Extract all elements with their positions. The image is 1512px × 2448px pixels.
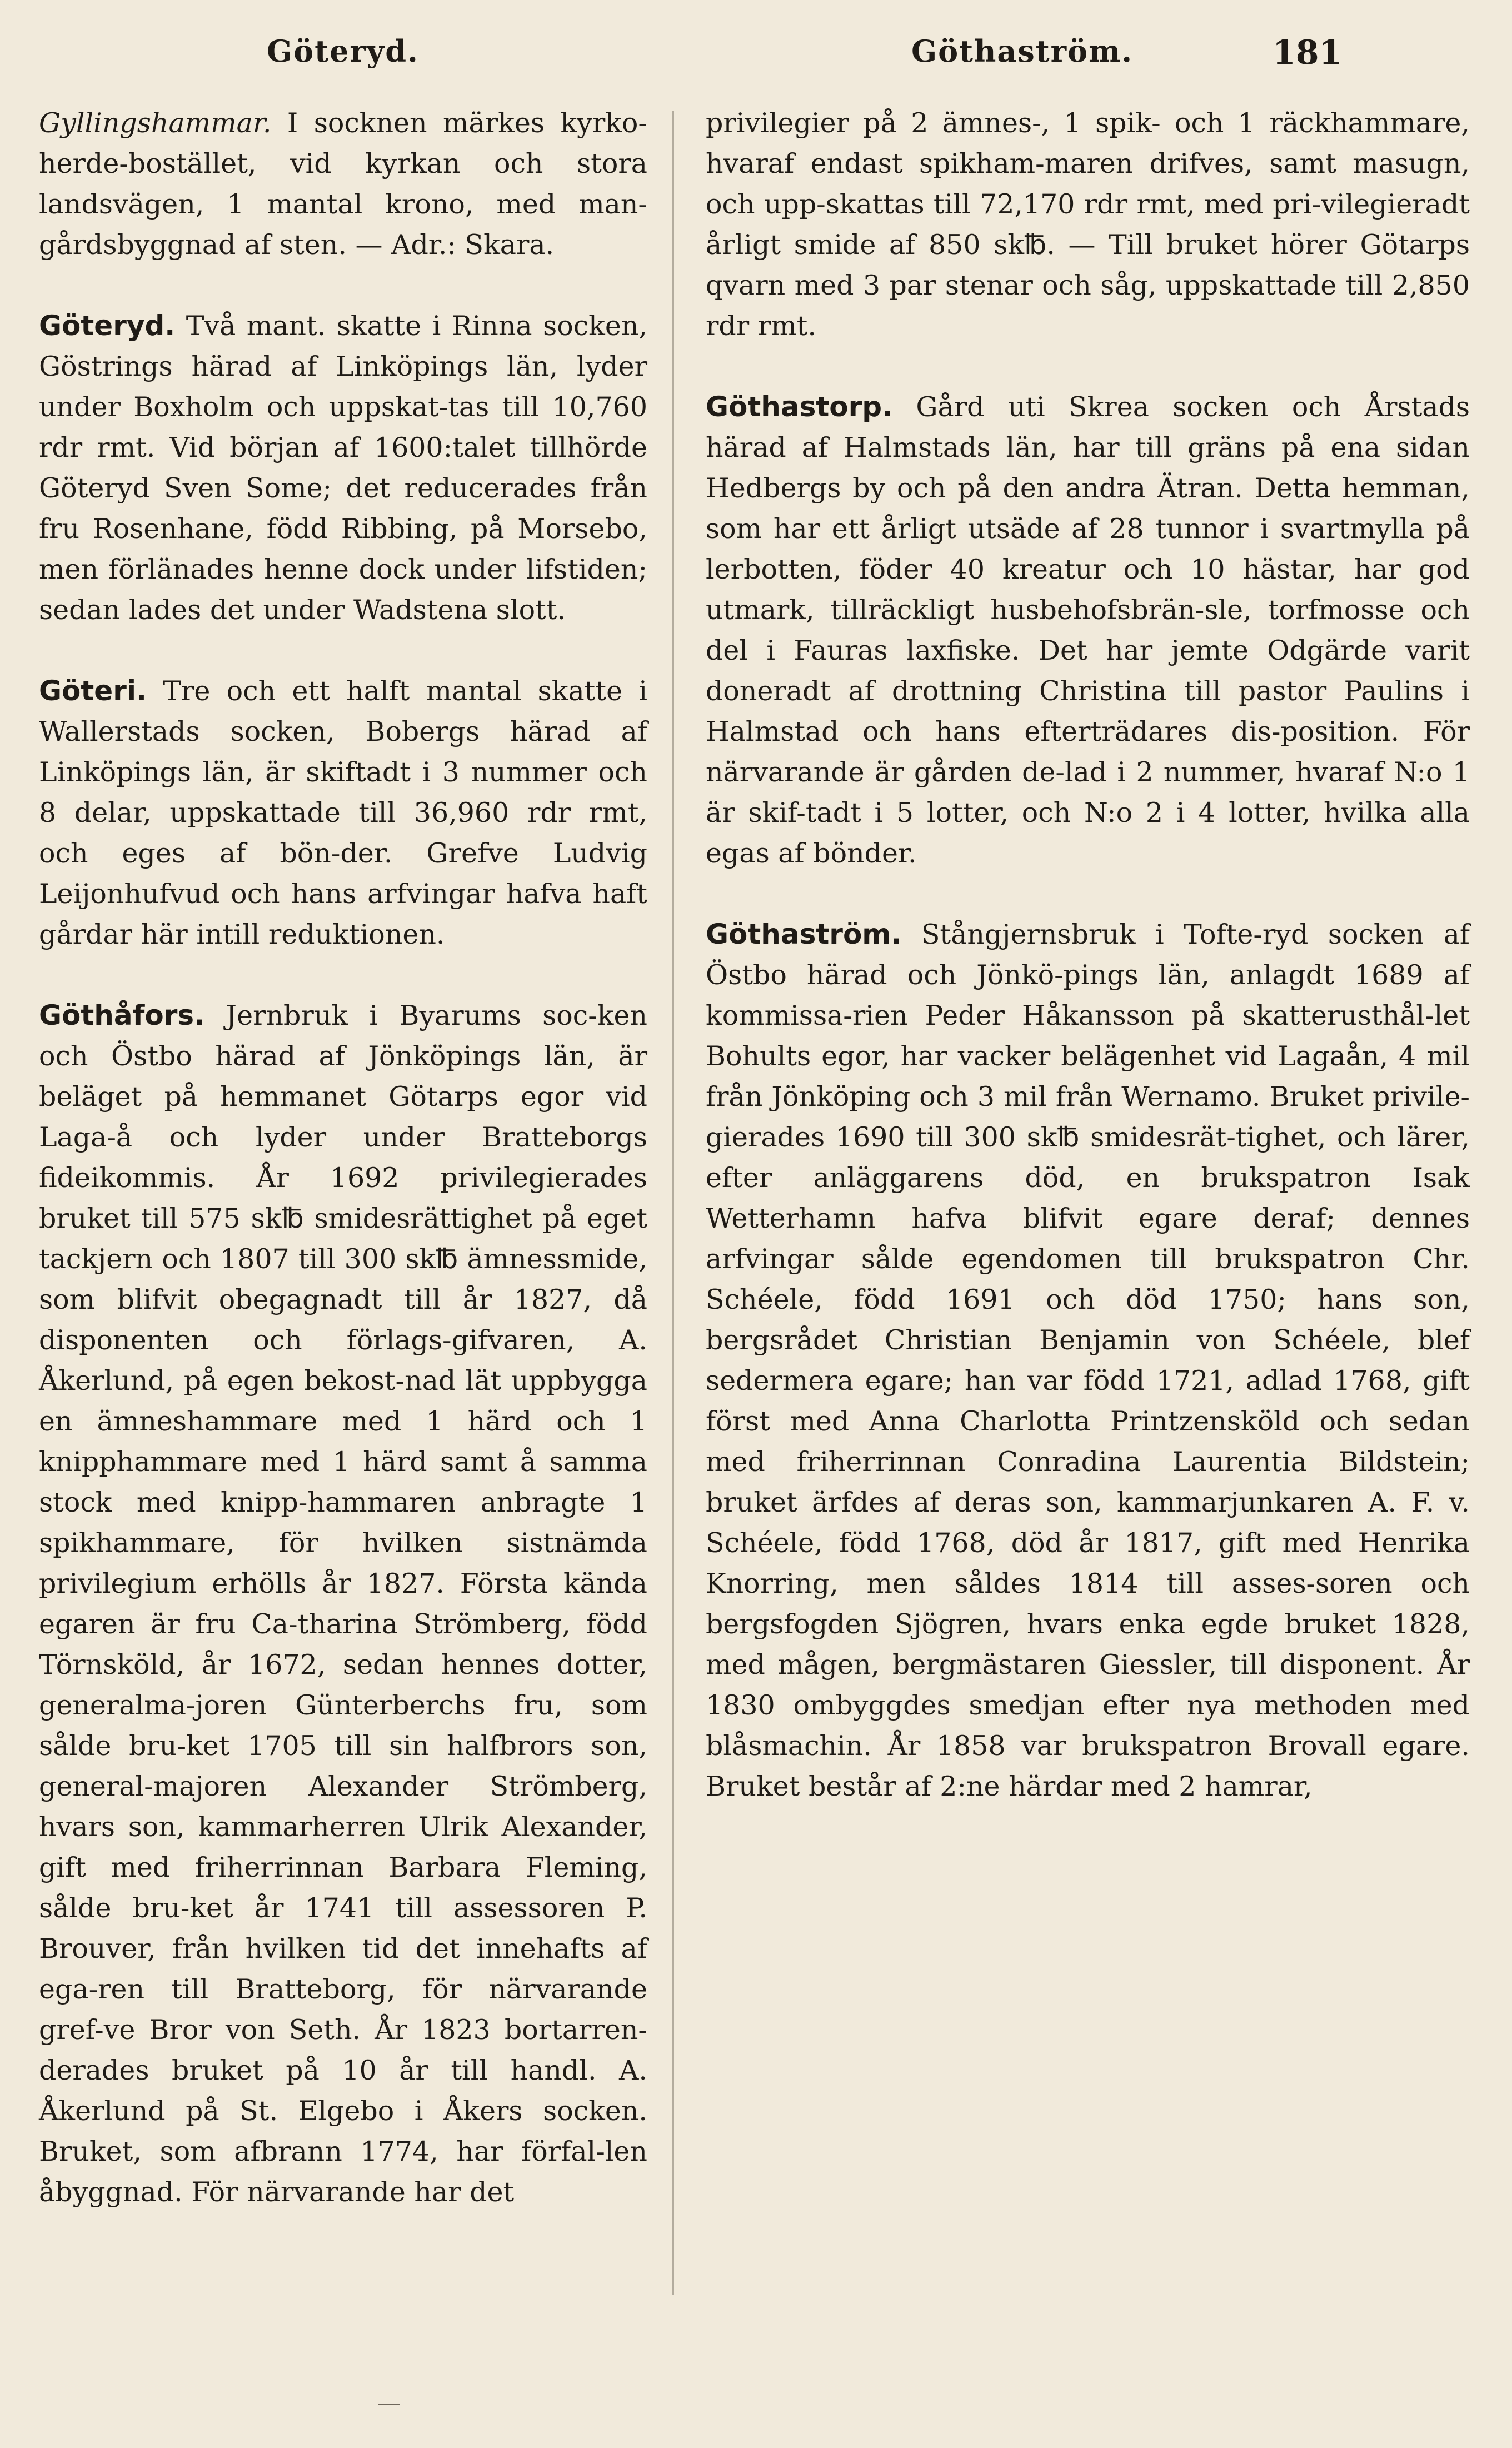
- entry-body: Två mant. skatte i Rinna socken, Göstrings härad af Linköpings län, lyder under Boxholm och uppskat-tas till 10,760 rdr rmt. Vid början af 1600:talet tillhörde Göteryd Sven Some; det reducerades från fru Rosenhane, född Ribbing, på Morsebo, men förlänades henne dock under lifstiden; sedan lades det under Wadstena slott.: [39, 310, 647, 626]
- entry-body: Tre och ett halft mantal skatte i Wallerstads socken, Bobergs härad af Linköpings län, är skiftadt i 3 nummer och 8 delar, uppskattade till 36,960 rdr rmt, och eges af bön-der. Grefve Ludvig Leijonhufvud och hans arfvingar hafva haft gårdar här intill reduktionen.: [39, 675, 647, 950]
- column-divider: [672, 111, 674, 2295]
- header-right-title: Göthaström.: [911, 33, 1134, 69]
- entry-gothastorp: [706, 387, 1470, 874]
- right-column: [706, 103, 1470, 1847]
- entry-body: privilegier på 2 ämnes-, 1 spik- och 1 räckhammare, hvaraf endast spikham-maren drifves, samt masugn, och upp-skattas till 72,170 rdr rmt, med pri-vilegieradt årligt smide af 850 sk℔. — Till bruket hörer Götarps qvarn med 3 par stenar och såg, uppskattade till 2,850 rdr rmt.: [706, 107, 1470, 342]
- entry-keyword: Göthaström.: [706, 918, 902, 950]
- header-left-title: Göteryd.: [267, 33, 419, 69]
- footer-mark: [378, 2404, 400, 2405]
- entry-body: I socknen märkes kyrko-herde-bostället, vid kyrkan och stora landsvägen, 1 mantal krono, med man-gårdsbyggnad af sten. — Adr.: Skara.: [39, 107, 647, 261]
- entry-keyword: Göthastorp.: [706, 391, 893, 423]
- entry-body: Jernbruk i Byarums soc-ken och Östbo härad af Jönköpings län, är beläget på hemmanet Götarps egor vid Laga-å och lyder under Bratteborgs fideikommis. År 1692 privilegierades bruket till 575 sk℔ smidesrättighet på eget tackjern och 1807 till 300 sk℔ ämnessmide, som blifvit obegagnadt till år 1827, då disponenten och förlags-gifvaren, A. Åkerlund, på egen bekost-nad lät uppbygga en ämneshammare med 1 härd och 1 knipphammare med 1 härd samt å samma stock med knipp-hammaren anbragte 1 spikhammare, för hvilken sistnämda privilegium erhölls år 1827. Första kända egaren är fru Ca-tharina Strömberg, född Törnsköld, år 1672, sedan hennes dotter, generalma-joren Günterberchs fru, som sålde bru-ket 1705 till sin halfbrors son, general-majoren Alexander Strömberg, hvars son, kammarherren Ulrik Alexander, gift med friherrinnan Barbara Fleming, sålde bru-ket år 1741 till assessoren P. Brouver, från hvilken tid det innehafts af ega-ren till Bratteborg, för närvarande gref-ve Bror von Seth. År 1823 bortarren-derades bruket på 10 år till handl. A. Åkerlund på St. Elgebo i Åkers socken. Bruket, som afbrann 1774, har förfal-len åbyggnad. För närvarande har det: [39, 1000, 647, 2208]
- entry-goteryd: [39, 306, 647, 630]
- entry-gothafors-continued: [706, 103, 1470, 346]
- entry-keyword: Göteri.: [39, 675, 147, 707]
- running-header: [0, 33, 1512, 83]
- entry-goteri: [39, 671, 647, 955]
- entry-body: Stångjernsbruk i Tofte-ryd socken af Östbo härad och Jönkö-pings län, anlagdt 1689 af kommissa-rien Peder Håkansson på skatterusthål-let Bohults egor, har vacker belägenhet vid Lagaån, 4 mil från Jönköping och 3 mil från Wernamo. Bruket privile-gierades 1690 till 300 sk℔ smidesrät-tighet, och lärer, efter anläggarens död, en brukspatron Isak Wetterhamn hafva blifvit egare deraf; dennes arfvingar sålde egendomen till brukspatron Chr. Schéele, född 1691 och död 1750; hans son, bergsrådet Christian Benjamin von Schéele, blef sedermera egare; han var född 1721, adlad 1768, gift först med Anna Charlotta Printzensköld och sedan med friherrinnan Conradina Laurentia Bildstein; bruket ärfdes af deras son, kammarjunkaren A. F. v. Schéele, född 1768, död år 1817, gift med Henrika Knorring, men såldes 1814 till asses-soren och bergsfogden Sjögren, hvars enka egde bruket 1828, med mågen, bergmästaren Giessler, till disponent. År 1830 ombyggdes smedjan efter nya methoden med blåsmachin. År 1858 var brukspatron Brovall egare. Bruket består af 2:ne härdar med 2 hamrar,: [706, 919, 1470, 1802]
- entry-gothastrom: [706, 914, 1470, 1807]
- entry-keyword: Göteryd.: [39, 310, 176, 342]
- left-column: [39, 103, 647, 2253]
- entry-body: Gård uti Skrea socken och Årstads härad af Halmstads län, har till gräns på ena sidan Hedbergs by och på den andra Ätran. Detta hemman, som har ett årligt utsäde af 28 tunnor i svartmylla på lerbotten, föder 40 kreatur och 10 hästar, har god utmark, tillräckligt husbehofsbrän-sle, torfmosse och del i Fauras laxfiske. Det har jemte Odgärde varit doneradt af drottning Christina till pastor Paulins i Halmstad och hans efterträdares dis-position. För närvarande är gården de-lad i 2 nummer, hvaraf N:o 1 är skif-tadt i 5 lotter, och N:o 2 i 4 lotter, hvilka alla egas af bönder.: [706, 391, 1470, 869]
- entry-gothafors: [39, 995, 647, 2212]
- entry-keyword: Göthåfors.: [39, 999, 205, 1031]
- entry-lead: Gyllingshammar.: [39, 107, 272, 139]
- entry-gyllingshammar: [39, 103, 647, 265]
- page-number: 181: [1273, 33, 1343, 72]
